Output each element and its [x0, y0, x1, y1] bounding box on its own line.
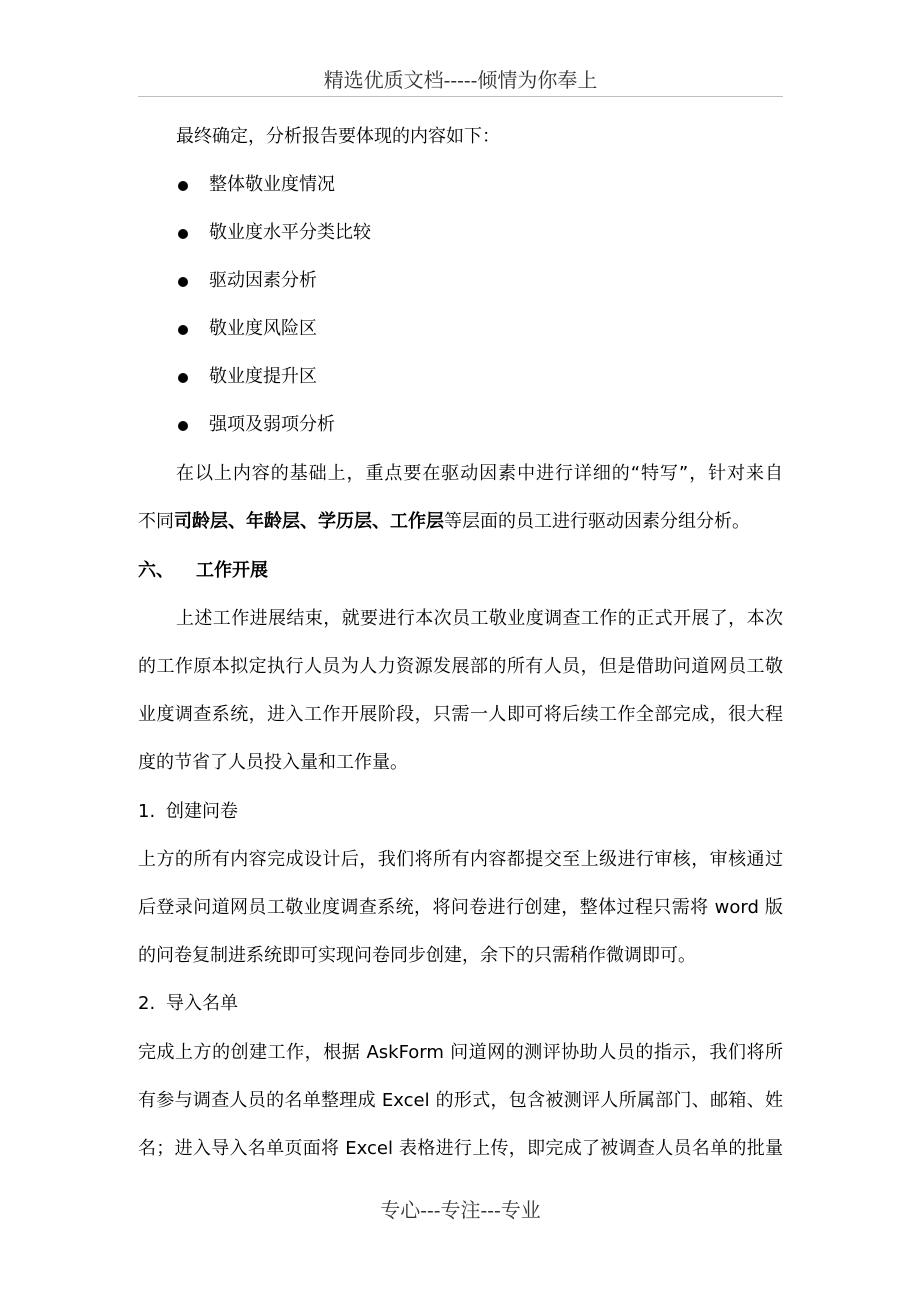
focus-bold-groups: 司龄层、年龄层、学历层、工作层: [174, 511, 444, 532]
focus-prefix: 不同: [138, 511, 174, 532]
header-divider: [138, 96, 783, 97]
item-paragraph-line: 完成上方的创建工作，根据 AskForm 问道网的测评协助人员的指示，我们将所: [138, 1042, 783, 1063]
item-paragraph-line: 上方的所有内容完成设计后，我们将所有内容都提交至上级进行审核，审核通过: [138, 849, 783, 870]
item-number: 2.: [138, 993, 156, 1014]
bullet-dot-icon: [178, 229, 188, 239]
item-paragraph-line: 名；进入导入名单页面将 Excel 表格进行上传，即完成了被调查人员名单的批量: [138, 1138, 783, 1159]
bullet-dot-icon: [178, 181, 188, 191]
section-paragraph-line: 上述工作进展结束，就要进行本次员工敬业度调查工作的正式开展了，本次: [176, 608, 783, 629]
focus-paragraph-line: [138, 509, 783, 535]
bullet-dot-icon: [178, 277, 188, 287]
bullet-item: 敬业度风险区: [209, 318, 317, 339]
intro-paragraph: 最终确定，分析报告要体现的内容如下：: [176, 126, 500, 147]
section-paragraph-line: 的工作原本拟定执行人员为人力资源发展部的所有人员，但是借助问道网员工敬: [138, 656, 783, 677]
item-title: 导入名单: [166, 993, 238, 1014]
focus-paragraph-line: 在以上内容的基础上，重点要在驱动因素中进行详细的“特写”，针对来自: [176, 463, 783, 484]
bullet-item: 敬业度水平分类比较: [209, 222, 371, 243]
focus-suffix: 等层面的员工进行驱动因素分组分析。: [444, 511, 750, 532]
section-number: 六、: [138, 560, 174, 581]
item-paragraph-line: 有参与调查人员的名单整理成 Excel 的形式，包含被测评人所属部门、邮箱、姓: [138, 1090, 783, 1111]
bullet-item: 敬业度提升区: [209, 366, 317, 387]
item-number: 1.: [138, 801, 156, 822]
bullet-dot-icon: [178, 373, 188, 383]
bullet-dot-icon: [178, 325, 188, 335]
bullet-item: 驱动因素分析: [209, 270, 317, 291]
section-paragraph-line: 度的节省了人员投入量和工作量。: [138, 752, 408, 773]
page-footer: 专心---专注---专业: [380, 1198, 541, 1222]
section-title: 工作开展: [196, 560, 268, 581]
bullet-item: 整体敬业度情况: [209, 174, 335, 195]
bullet-item: 强项及弱项分析: [209, 414, 335, 435]
item-paragraph-line: 的问卷复制进系统即可实现问卷同步创建，余下的只需稍作微调即可。: [138, 945, 696, 966]
bullet-dot-icon: [178, 421, 188, 431]
item-paragraph-line: 后登录问道网员工敬业度调查系统，将问卷进行创建，整体过程只需将 word 版: [138, 897, 783, 918]
section-paragraph-line: 业度调查系统，进入工作开展阶段，只需一人即可将后续工作全部完成，很大程: [138, 704, 783, 725]
item-title: 创建问卷: [166, 801, 238, 822]
page-header: 精选优质文档-----倾情为你奉上: [323, 68, 598, 92]
